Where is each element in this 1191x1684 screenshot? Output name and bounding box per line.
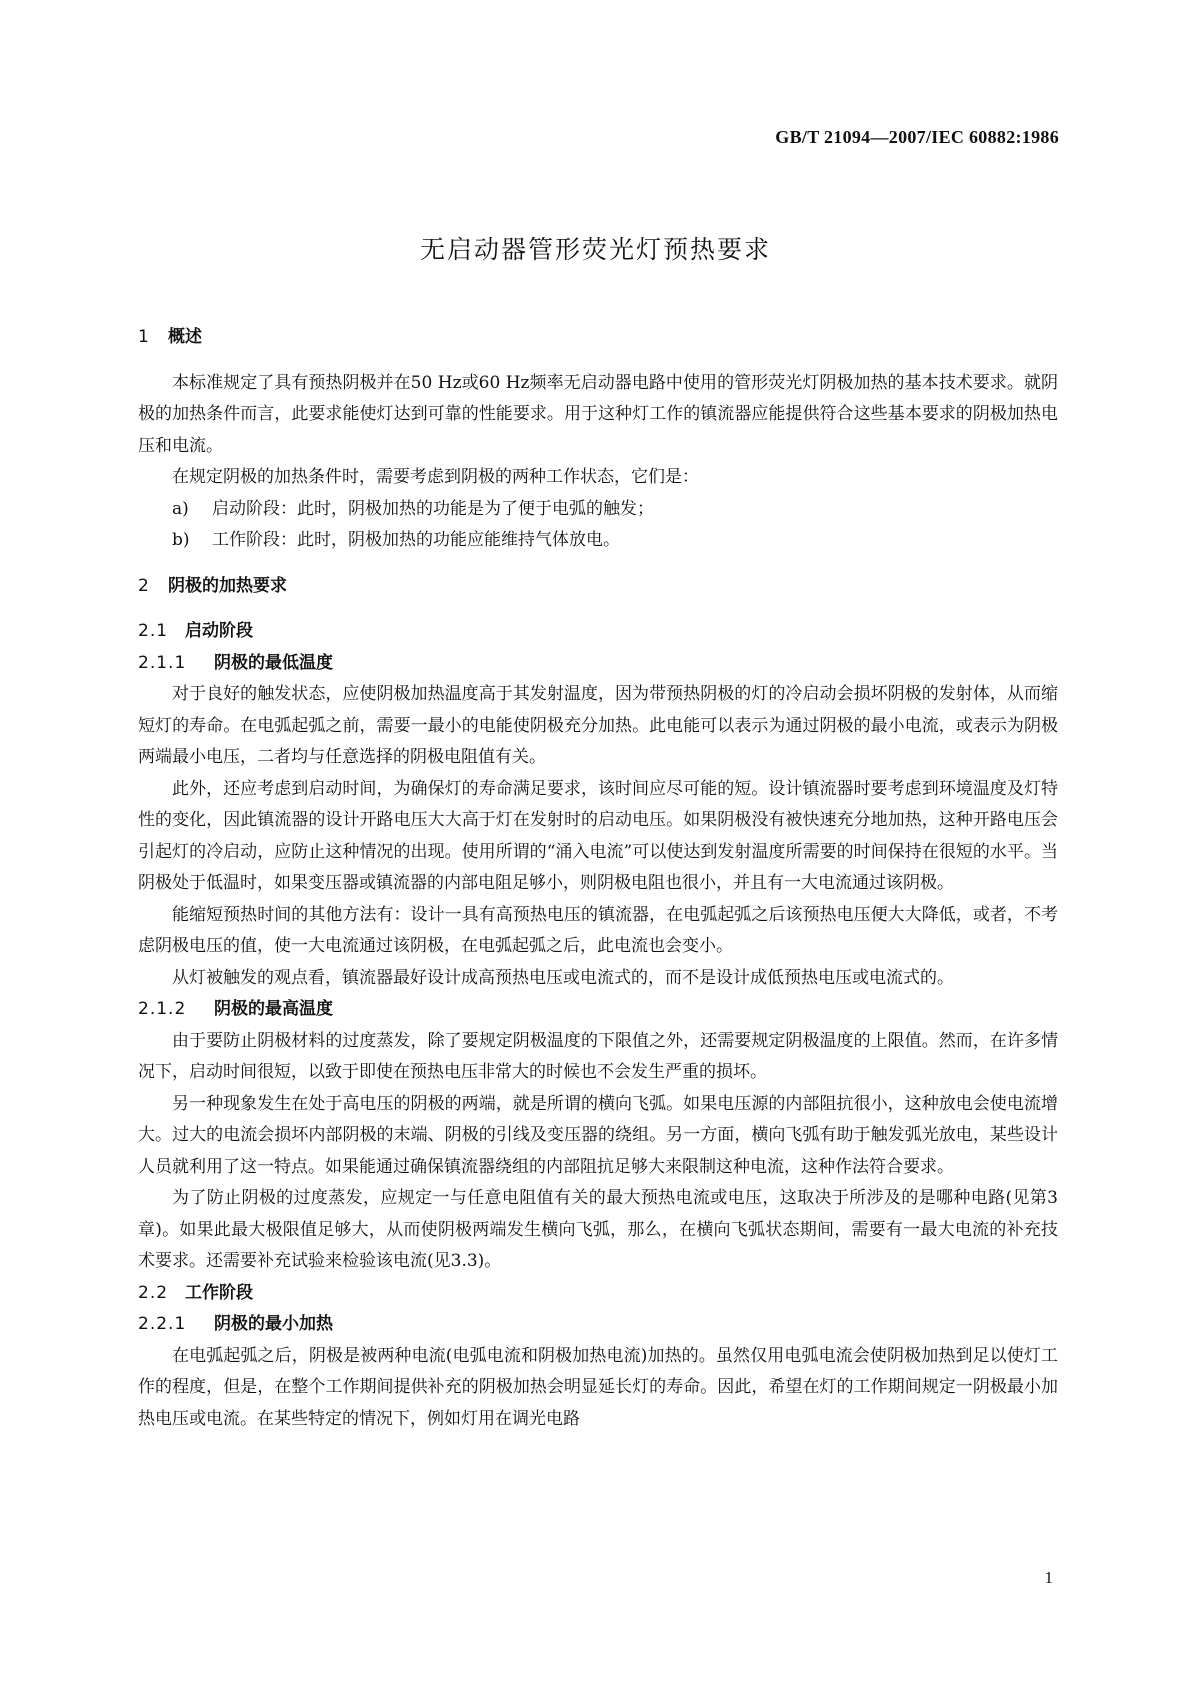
section-title: 概述	[168, 327, 202, 347]
section-title: 阴极的最低温度	[214, 652, 333, 673]
paragraph: 在电弧起弧之后，阴极是被两种电流(电弧电流和阴极加热电流)加热的。虽然仅用电弧电流会使阴极加热到足以使灯工作的程度，但是，在整个工作期间提供补充的阴极加热会明显延长灯的寿命。因此，希望在灯的工作期间规定一阴极最小加热电压或电流。在某些特定的情况下，例如灯用在调光电路	[138, 1345, 1058, 1429]
section-2-2-heading	[138, 1278, 1058, 1310]
paragraph: 能缩短预热时间的其他方法有：设计一具有高预热电压的镇流器，在电弧起弧之后该预热电压便大大降低，或者，不考虑阴极电压的值，使一大电流通过该阴极，在电弧起弧之后，此电流也会变小。	[138, 904, 1058, 956]
page-number: 1	[1044, 1568, 1053, 1587]
section-2-1-heading	[138, 616, 1058, 648]
section-title: 阴极的加热要求	[168, 575, 287, 596]
paragraph: 从灯被触发的观点看，镇流器最好设计成高预热电压或电流式的，而不是设计成低预热电压或电流式的。	[172, 967, 954, 988]
section-2-heading	[138, 571, 1058, 603]
section-2-1-2-heading	[138, 994, 1058, 1026]
section-number: 2.1.2	[138, 999, 187, 1019]
standard-code: GB/T 21094—2007/IEC 60882:1986	[775, 127, 1059, 147]
section-number: 2	[138, 575, 149, 596]
section-title: 工作阶段	[185, 1282, 253, 1303]
paragraph: 对于良好的触发状态，应使阴极加热温度高于其发射温度，因为带预热阴极的灯的冷启动会损坏阴极的发射体，从而缩短灯的寿命。在电弧起弧之前，需要一最小的电能使阴极充分加热。此电能可以表示为通过阴极的最小电流，或表示为阴极两端最小电压，二者均与任意选择的阴极电阻值有关。	[138, 684, 1058, 767]
section-2-2-1-heading	[138, 1309, 1058, 1341]
paragraph: 为了防止阴极的过度蒸发，应规定一与任意电阻值有关的最大预热电流或电压，这取决于所涉及的是哪种电路(见第3章)。如果此最大极限值足够大，从而使阴极两端发生横向飞弧，那么，在横向飞弧状态期间，需要有一最大电流的补充技术要求。还需要补充试验来检验该电流(见3.3)。	[138, 1188, 1058, 1271]
paragraph: 本标准规定了具有预热阴极并在50 Hz或60 Hz频率无启动器电路中使用的管形荧光灯阴极加热的基本技术要求。就阴极的加热条件而言，此要求能使灯达到可靠的性能要求。用于这种灯工作的镇流器应能提供符合这些基本要求的阴极加热电压和电流。	[138, 372, 1058, 456]
document-body	[138, 322, 1058, 1435]
section-number: 2.2.1	[138, 1314, 187, 1334]
list-marker: b)	[172, 530, 190, 550]
list-item-text: 启动阶段：此时，阴极加热的功能是为了便于电弧的触发；	[212, 498, 654, 519]
section-title: 启动阶段	[185, 621, 253, 641]
document-title: 无启动器管形荧光灯预热要求	[419, 235, 771, 264]
list-marker: a)	[172, 498, 189, 519]
list-item	[138, 494, 1058, 526]
paragraph: 由于要防止阴极材料的过度蒸发，除了要规定阴极温度的下限值之外，还需要规定阴极温度的上限值。然而，在许多情况下，启动时间很短，以致于即使在预热电压非常大的时候也不会发生严重的损坏。	[138, 1030, 1058, 1082]
section-1-heading	[138, 322, 1058, 354]
section-2-1-1-heading	[138, 648, 1058, 680]
paragraph: 此外，还应考虑到启动时间，为确保灯的寿命满足要求，该时间应尽可能的短。设计镇流器时要考虑到环境温度及灯特性的变化，因此镇流器的设计开路电压大大高于灯在发射时的启动电压。如果阴极没有被快速充分地加热，这种开路电压会引起灯的冷启动，应防止这种情况的出现。使用所谓的“涌入电流”可以使达到发射温度所需要的时间保持在很短的水平。当阴极处于低温时，如果变压器或镇流器的内部电阻足够小，则阴极电阻也很小，并且有一大电流通过该阴极。	[138, 778, 1058, 893]
paragraph: 另一种现象发生在处于高电压的阴极的两端，就是所谓的横向飞弧。如果电压源的内部阻抗很小，这种放电会使电流增大。过大的电流会损坏内部阴极的末端、阴极的引线及变压器的绕组。另一方面，横向飞弧有助于触发弧光放电，某些设计人员就利用了这一特点。如果能通过确保镇流器绕组的内部阻抗足够大来限制这种电流，这种作法符合要求。	[138, 1093, 1058, 1177]
list-item-text: 工作阶段：此时，阴极加热的功能应能维持气体放电。	[212, 530, 620, 550]
list-item	[138, 525, 1058, 557]
section-title: 阴极的最小加热	[214, 1314, 333, 1334]
paragraph: 在规定阴极的加热条件时，需要考虑到阴极的两种工作状态，它们是：	[172, 467, 699, 487]
section-number: 1	[138, 327, 149, 347]
section-number: 2.1	[138, 621, 169, 641]
section-number: 2.2	[138, 1282, 169, 1303]
section-title: 阴极的最高温度	[214, 999, 333, 1019]
section-number: 2.1.1	[138, 652, 187, 673]
